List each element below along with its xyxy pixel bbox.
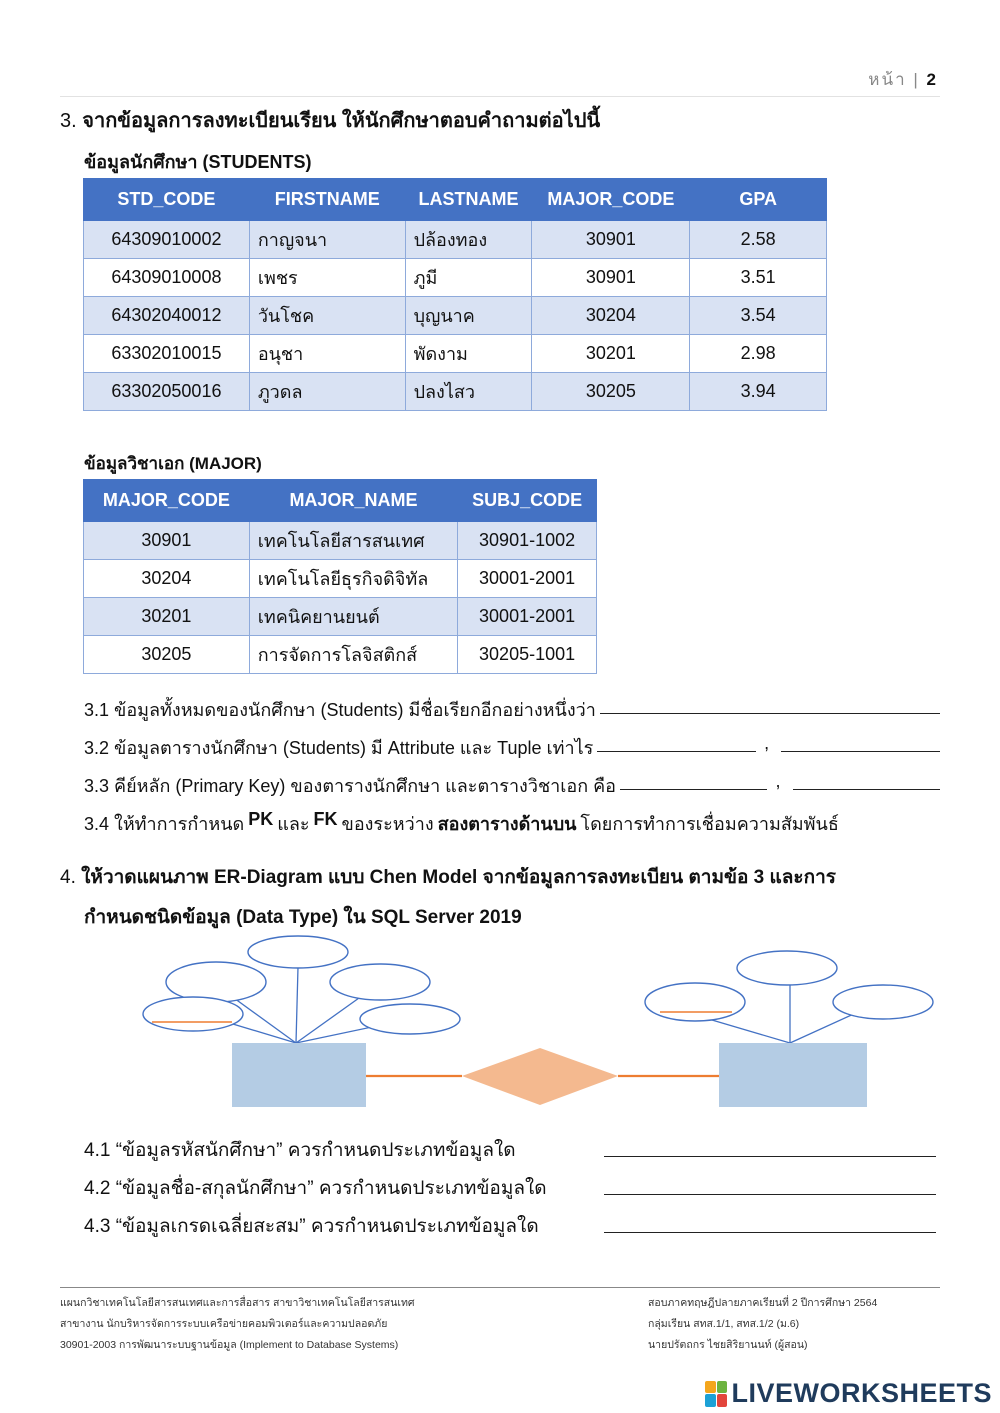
table-row: [84, 297, 827, 335]
answer-3-2a-field[interactable]: [597, 733, 756, 752]
table-cell: เทคโนโลยีธุรกิจดิจิทัล: [249, 560, 457, 598]
question-3-2-text: 3.2 ข้อมูลตารางนักศึกษา (Students) มี Attribute และ Tuple เท่าไร: [84, 738, 594, 758]
table-cell: 30205-1001: [458, 636, 597, 674]
column-header: MAJOR_CODE: [84, 480, 250, 522]
page-number-label: หน้า | 2: [868, 70, 938, 89]
attribute-ellipse[interactable]: [645, 983, 745, 1021]
students-caption: ข้อมูลนักศึกษา (STUDENTS): [84, 152, 312, 172]
comma-separator: ,: [775, 771, 781, 791]
table-cell: 30204: [532, 297, 690, 335]
liveworksheets-logo[interactable]: [705, 1378, 992, 1409]
entity-box-students[interactable]: [232, 1043, 366, 1107]
students-table: [83, 178, 827, 411]
table-cell: 30901: [532, 259, 690, 297]
comma-separator: ,: [764, 733, 770, 753]
question-3-4: [84, 809, 940, 838]
q4-title: [60, 862, 836, 892]
q3-title: [60, 104, 600, 136]
column-header: GPA: [690, 179, 827, 221]
table-cell: 30201: [84, 598, 250, 636]
question-3-4-part1: 3.4 ให้ทำการกำหนด: [84, 814, 245, 834]
table-row: [84, 221, 827, 259]
table-row: [84, 335, 827, 373]
column-header: FIRSTNAME: [249, 179, 405, 221]
table-cell: 30001-2001: [458, 598, 597, 636]
footer-left-2: สาขางาน นักบริหารจัดการระบบเครือข่ายคอมพิวเตอร์และความปลอดภัย: [60, 1318, 388, 1330]
fk-label: FK: [313, 809, 338, 829]
table-cell: 30205: [84, 636, 250, 674]
table-cell: อนุชา: [249, 335, 405, 373]
table-cell: กาญจนา: [249, 221, 405, 259]
attribute-ellipse[interactable]: [737, 951, 837, 985]
attribute-ellipse[interactable]: [166, 962, 266, 1002]
page-number: 2: [926, 70, 938, 89]
q4-number: 4.: [60, 867, 76, 888]
pk-label: PK: [248, 809, 274, 829]
table-cell: 30001-2001: [458, 560, 597, 598]
table-cell: 2.58: [690, 221, 827, 259]
table-cell: ภูวดล: [249, 373, 405, 411]
students-body: [84, 221, 827, 411]
attribute-ellipse[interactable]: [143, 997, 243, 1031]
question-3-2: [84, 733, 940, 762]
column-header: SUBJ_CODE: [458, 480, 597, 522]
question-3-4-part4: โดยการทำการเชื่อมความสัมพันธ์: [580, 814, 839, 834]
attribute-ellipse[interactable]: [833, 985, 933, 1019]
connector-line: [296, 967, 298, 1043]
table-cell: 63302010015: [84, 335, 250, 373]
major-caption: ข้อมูลวิชาเอก (MAJOR): [84, 454, 262, 473]
table-row: [84, 259, 827, 297]
attribute-ellipse[interactable]: [248, 936, 348, 968]
table-cell: 30205: [532, 373, 690, 411]
question-3-1-text: 3.1 ข้อมูลทั้งหมดของนักศึกษา (Students) มีชื่อเรียกอีกอย่างหนึ่งว่า: [84, 700, 596, 720]
column-header: LASTNAME: [405, 179, 532, 221]
answer-3-1-field[interactable]: [600, 695, 940, 714]
table-cell: 30901: [84, 522, 250, 560]
question-3-4-part3: ของระหว่าง: [341, 814, 434, 834]
footer-divider: [60, 1287, 940, 1288]
table-cell: พัดงาม: [405, 335, 532, 373]
table-cell: เทคนิคยานยนต์: [249, 598, 457, 636]
footer-left-3: 30901-2003 การพัฒนาระบบฐานข้อมูล (Implement to Database Systems): [60, 1339, 399, 1351]
table-row: [84, 560, 597, 598]
table-cell: 63302050016: [84, 373, 250, 411]
major-header-row: [84, 480, 597, 522]
q4-title-line1: ให้วาดแผนภาพ ER-Diagram แบบ Chen Model จากข้อมูลการลงทะเบียน ตามข้อ 3 และการ: [81, 867, 836, 888]
major-body: [84, 522, 597, 674]
footer-left-1: แผนกวิชาเทคโนโลยีสารสนเทศและการสื่อสาร สาขาวิชาเทคโนโลยีสารสนเทศ: [60, 1297, 415, 1309]
table-cell: 64309010002: [84, 221, 250, 259]
table-cell: วันโชค: [249, 297, 405, 335]
table-cell: การจัดการโลจิสติกส์: [249, 636, 457, 674]
attribute-ellipse[interactable]: [330, 964, 430, 1000]
table-cell: 30901: [532, 221, 690, 259]
table-cell: 3.51: [690, 259, 827, 297]
q3-title-text: จากข้อมูลการลงทะเบียนเรียน ให้นักศึกษาตอบคำถามต่อไปนี้: [82, 110, 601, 132]
table-cell: 2.98: [690, 335, 827, 373]
relationship-diamond[interactable]: [462, 1048, 618, 1105]
table-cell: บุญนาค: [405, 297, 532, 335]
table-cell: ปล้องทอง: [405, 221, 532, 259]
table-cell: 64302040012: [84, 297, 250, 335]
column-header: STD_CODE: [84, 179, 250, 221]
column-header: MAJOR_CODE: [532, 179, 690, 221]
footer-right-1: สอบภาคทฤษฎีปลายภาคเรียนที่ 2 ปีการศึกษา 2564: [648, 1297, 878, 1309]
table-cell: ภูมี: [405, 259, 532, 297]
entity-box-major[interactable]: [719, 1043, 867, 1107]
table-cell: 30201: [532, 335, 690, 373]
answer-4-2-field[interactable]: [604, 1176, 936, 1195]
answer-4-3-field[interactable]: [604, 1214, 936, 1233]
question-3-4-part2: และ: [277, 814, 310, 834]
question-3-3-text: 3.3 คีย์หลัก (Primary Key) ของตารางนักศึกษา และตารางวิชาเอก คือ: [84, 776, 616, 796]
table-cell: ปลงไสว: [405, 373, 532, 411]
liveworksheets-logo-icon: [705, 1381, 727, 1407]
question-4-2: 4.2 “ข้อมูลชื่อ-สกุลนักศึกษา” ควรกำหนดประเภทข้อมูลใด: [84, 1178, 547, 1199]
question-4-3: 4.3 “ข้อมูลเกรดเฉลี่ยสะสม” ควรกำหนดประเภทข้อมูลใด: [84, 1216, 539, 1237]
q3-number: 3.: [60, 110, 77, 132]
table-row: [84, 373, 827, 411]
students-header-row: [84, 179, 827, 221]
answer-3-3a-field[interactable]: [620, 771, 768, 790]
table-cell: 64309010008: [84, 259, 250, 297]
er-diagram: [0, 930, 1000, 1120]
brand-name: LIVEWORKSHEETS: [731, 1378, 992, 1408]
question-3-1: [84, 695, 940, 724]
major-table: [83, 479, 597, 674]
q4-title-line2: กำหนดชนิดข้อมูล (Data Type) ใน SQL Server 2019: [84, 907, 522, 928]
table-cell: เทคโนโลยีสารสนเทศ: [249, 522, 457, 560]
footer-right-2: กลุ่มเรียน สทส.1/1, สทส.1/2 (ม.6): [648, 1318, 800, 1330]
column-header: MAJOR_NAME: [249, 480, 457, 522]
table-cell: 3.54: [690, 297, 827, 335]
answer-3-2b-field[interactable]: [781, 733, 940, 752]
answer-3-3b-field[interactable]: [793, 771, 941, 790]
table-row: [84, 598, 597, 636]
attribute-ellipse[interactable]: [360, 1004, 460, 1034]
table-row: [84, 636, 597, 674]
question-3-3: [84, 771, 940, 800]
table-cell: เพชร: [249, 259, 405, 297]
table-row: [84, 522, 597, 560]
table-cell: 3.94: [690, 373, 827, 411]
question-4-1: 4.1 “ข้อมูลรหัสนักศึกษา” ควรกำหนดประเภทข้อมูลใด: [84, 1140, 516, 1161]
page-word: หน้า: [868, 70, 907, 89]
answer-4-1-field[interactable]: [604, 1138, 936, 1157]
two-tables-label: สองตารางด้านบน: [437, 814, 577, 834]
header-divider: [60, 96, 940, 97]
table-cell: 30204: [84, 560, 250, 598]
table-cell: 30901-1002: [458, 522, 597, 560]
footer-right-3: นายปรัตถกร ไชยสิริยานนท์ (ผู้สอน): [648, 1339, 808, 1351]
